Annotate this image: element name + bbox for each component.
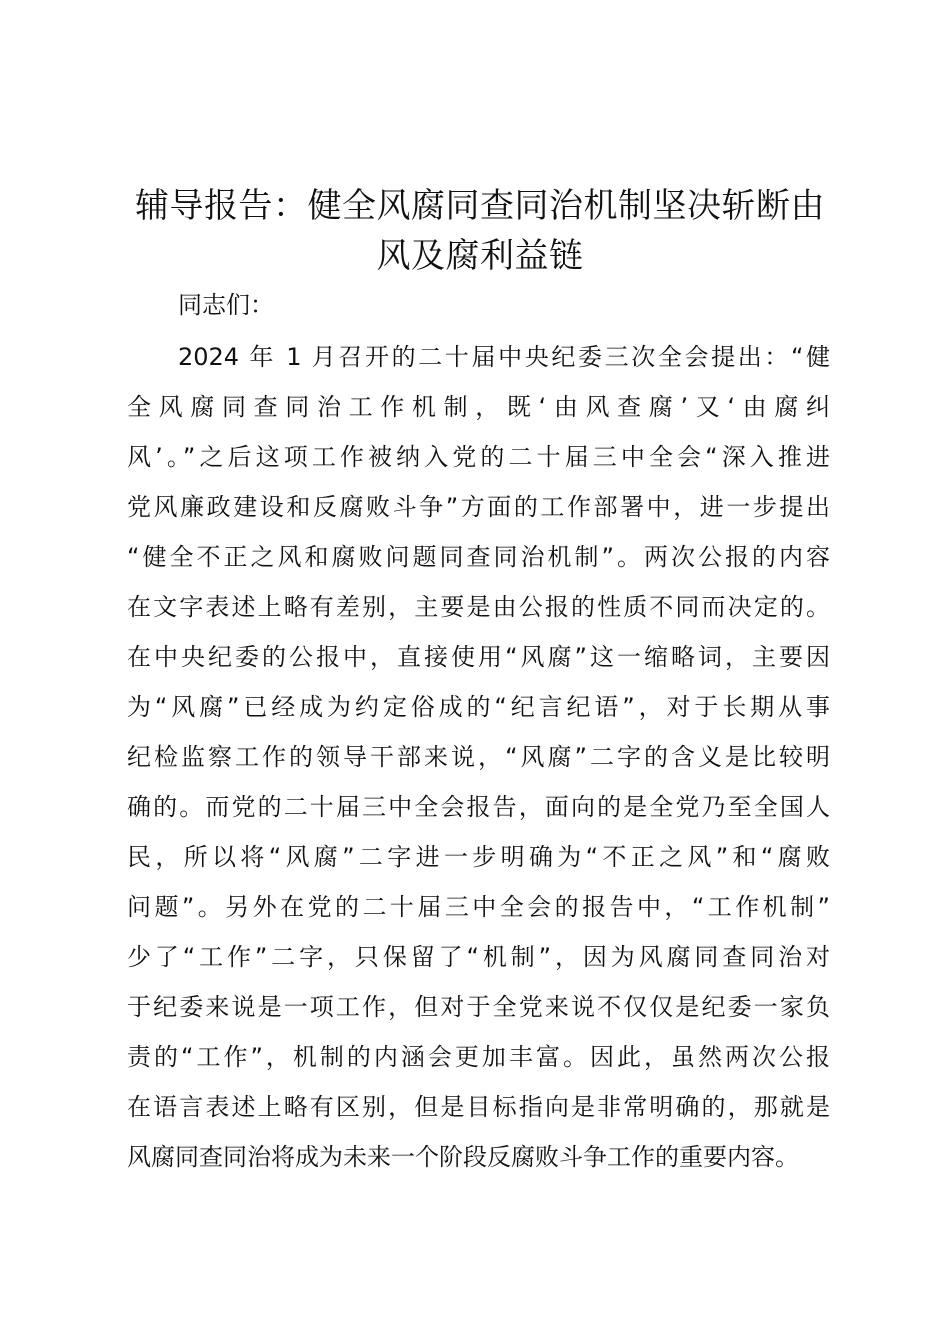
paragraph-line: 风腐同查同治将成为未来一个阶段反腐败斗争工作的重要内容。	[127, 1143, 799, 1171]
paragraph-line: 风’。”之后这项工作被纳入党的二十届三中全会“深入推进	[127, 443, 830, 471]
paragraph-line: 纪检监察工作的领导干部来说，“风腐”二字的含义是比较明	[127, 743, 830, 771]
paragraph-line: 问题”。另外在党的二十届三中全会的报告中，“工作机制”	[127, 893, 830, 921]
paragraph-line: 全风腐同查同治工作机制，既‘由风查腐’又‘由腐纠	[127, 393, 830, 421]
document-title-line-2: 风及腐利益链	[376, 236, 584, 276]
paragraph-line: 党风廉政建设和反腐败斗争”方面的工作部署中，进一步提出	[127, 493, 830, 521]
paragraph-line: 在语言表述上略有区别，但是目标指向是非常明确的，那就是	[127, 1093, 830, 1121]
paragraph-line: 民，所以将“风腐”二字进一步明确为“不正之风”和“腐败	[127, 843, 830, 871]
paragraph-line: 在中央纪委的公报中，直接使用“风腐”这一缩略词，主要因	[127, 643, 830, 671]
paragraph-line: 为“风腐”已经成为约定俗成的“纪言纪语”，对于长期从事	[127, 693, 830, 721]
document-title-line-1: 辅导报告：健全风腐同查同治机制坚决斩断由	[135, 186, 825, 226]
paragraph-line: 于纪委来说是一项工作，但对于全党来说不仅仅是纪委一家负	[127, 993, 830, 1021]
paragraph-line: 少了“工作”二字，只保留了“机制”，因为风腐同查同治对	[127, 943, 830, 971]
paragraph-line: 2024 年 1 月召开的二十届中央纪委三次全会提出：“健	[178, 343, 830, 371]
paragraph-line: “健全不正之风和腐败问题同查同治机制”。两次公报的内容	[127, 543, 830, 571]
paragraph-line: 确的。而党的二十届三中全会报告，面向的是全党乃至全国人	[127, 793, 830, 821]
paragraph-line: 责的“工作”，机制的内涵会更加丰富。因此，虽然两次公报	[127, 1043, 830, 1071]
paragraph-line: 在文字表述上略有差别，主要是由公报的性质不同而决定的。	[127, 593, 830, 621]
greeting: 同志们：	[178, 291, 274, 319]
